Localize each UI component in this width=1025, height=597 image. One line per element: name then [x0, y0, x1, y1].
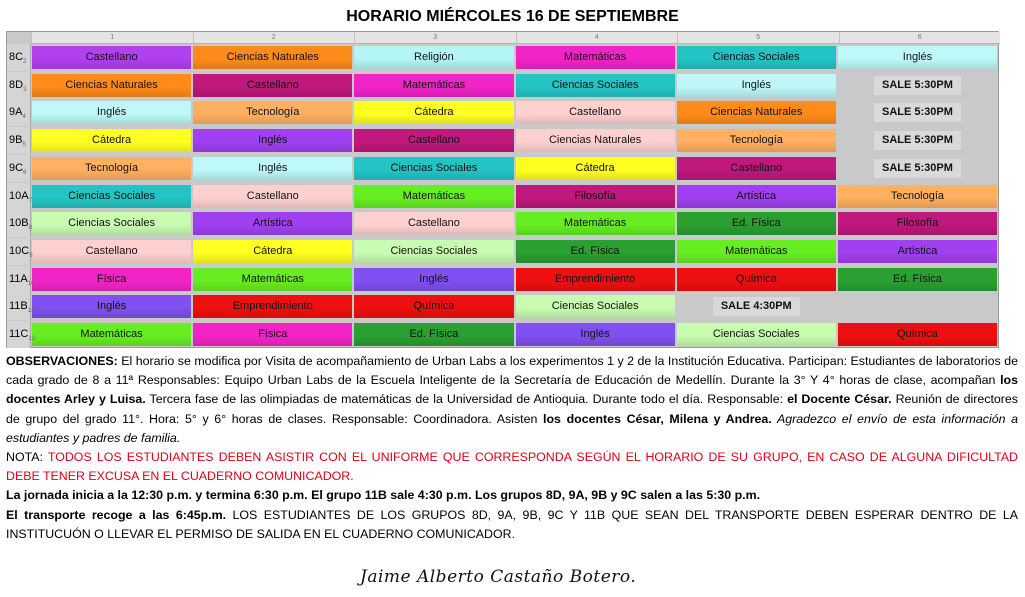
subject-cell: Matemáticas	[677, 240, 836, 263]
subject-cell: Ciencias Sociales	[354, 157, 513, 180]
subject-cell: Ciencias Naturales	[193, 46, 352, 69]
column-number: 1	[31, 32, 193, 43]
subject-cell: Ed. Física	[516, 240, 675, 263]
column-number: 6	[839, 32, 1001, 43]
signature: Jaime Alberto Castaño Botero.	[360, 567, 637, 587]
group-row-number: 12	[28, 336, 36, 343]
subject-cell: Tecnología	[193, 101, 352, 124]
group-name: 10B	[9, 217, 29, 230]
group-row-number: 7	[28, 197, 32, 204]
exit-time-label: SALE 4:30PM	[713, 297, 800, 316]
subject-cell: Emprendimiento	[516, 268, 675, 291]
schedule-row	[7, 210, 998, 237]
subject-cell: Tecnología	[677, 129, 836, 152]
exit-time-label: SALE 5:30PM	[874, 76, 961, 95]
subject-cell: Matemáticas	[516, 46, 675, 69]
group-label	[7, 99, 31, 126]
subject-cell: Castellano	[677, 157, 836, 180]
group-label	[7, 183, 31, 210]
subject-cell: Inglés	[193, 157, 352, 180]
subject-cell: Inglés	[354, 268, 513, 291]
group-name: 8C	[9, 51, 24, 63]
group-row-number: 2	[23, 59, 27, 66]
group-row-number: 3	[23, 86, 27, 93]
jornada-paragraph: La jornada inicia a la 12:30 p.m. y termina 6:30 p.m. El grupo 11B sale 4:30 p.m. Los grupos 8D, 9A, 9B y 9C salen a las 5:30 p.m.	[6, 488, 761, 503]
subject-cell: Química	[838, 323, 997, 346]
group-name: 11A	[9, 272, 28, 285]
group-label	[7, 155, 31, 182]
subject-cell: Química	[677, 268, 836, 291]
column-numbers	[31, 32, 1000, 44]
subject-cell: Matemáticas	[354, 185, 513, 208]
schedule-row	[7, 155, 998, 182]
group-label	[7, 293, 34, 320]
subject-cell: Ciencias Sociales	[516, 74, 675, 97]
subject-cell: Matemáticas	[354, 74, 513, 97]
subject-cell: Ciencias Sociales	[677, 46, 836, 69]
column-number: 2	[193, 32, 355, 43]
schedule-row	[7, 293, 998, 320]
group-name: 11B	[9, 300, 28, 313]
schedule-grid	[6, 31, 999, 348]
subject-cell: Matemáticas	[193, 268, 352, 291]
page-title: HORARIO MIÉRCOLES 16 DE SEPTIEMBRE	[346, 8, 679, 25]
subject-cell: Emprendimiento	[193, 295, 352, 318]
subject-cell: Ed. Física	[354, 323, 513, 346]
subject-cell: Ciencias Sociales	[677, 323, 836, 346]
exit-time-cell	[838, 295, 997, 318]
exit-time-label: SALE 5:30PM	[874, 131, 961, 150]
subject-cell: Inglés	[193, 129, 352, 152]
subject-cell: Cátedra	[516, 157, 675, 180]
subject-cell: Artística	[838, 240, 997, 263]
subject-cell: Matemáticas	[516, 212, 675, 235]
observations-bold: los docentes César, Milena y Andrea.	[543, 411, 772, 426]
transporte-bold: El transporte recoge a las 6:45p.m.	[6, 507, 227, 522]
group-name: 8D	[9, 78, 24, 91]
subject-cell: Castellano	[32, 240, 191, 263]
subject-cell: Artística	[193, 212, 352, 235]
subject-cell: Filosofía	[838, 212, 997, 235]
schedule-row	[7, 321, 998, 348]
subject-cell: Tecnología	[838, 185, 997, 208]
schedule-row	[7, 183, 998, 210]
observations-text: El horario se modifica por Visita de acompañamiento de Urban Labs a los experimentos 1 y 2 de la Institución Educativa. Participan: Estudiantes de laboratorios de cada grado de 8 a 11ª Responsables: Equipo Urban Labs de la Escuela Inteligente de la Secretaría de Educación de Medellín. Durante la 3° Y 4° horas de clase, acompañan	[6, 354, 1018, 388]
group-row-number: 5	[22, 142, 26, 149]
subject-cell: Artística	[677, 185, 836, 208]
observations-italic: Agradezco el envío de esta información a estudiantes y padres de familia.	[6, 411, 1018, 445]
subject-cell: Castellano	[193, 185, 352, 208]
observations	[6, 352, 1018, 544]
schedule-row	[7, 266, 998, 293]
exit-time-cell	[677, 295, 836, 318]
group-label	[7, 72, 31, 99]
subject-cell: Ciencias Sociales	[516, 295, 675, 318]
group-row-number: 11	[27, 308, 34, 315]
group-label	[7, 238, 31, 265]
subject-cell: Ed. Física	[677, 212, 836, 235]
subject-cell: Inglés	[32, 295, 191, 318]
subject-cell: Castellano	[193, 74, 352, 97]
nota-label: NOTA:	[6, 450, 48, 465]
subject-cell: Cátedra	[193, 240, 352, 263]
exit-time-cell	[838, 129, 997, 152]
subject-cell: Castellano	[354, 212, 513, 235]
subject-cell: Ciencias Naturales	[516, 129, 675, 152]
nota-text: TODOS LOS ESTUDIANTES DEBEN ASISTIR CON EL UNIFORME QUE CORRESPONDA SEGÚN EL HORARIO DE SU GRUPO, EN CASO DE ALGUNA DIFICULTAD DEBE TENER EXCUSA EN EL CUADERNO COMUNICADOR.	[6, 450, 1018, 484]
subject-cell: Filosofía	[516, 185, 675, 208]
group-name: 9C	[9, 161, 24, 174]
observations-bold: los docentes Arley y Luisa.	[6, 373, 1018, 407]
column-number: 3	[354, 32, 516, 43]
subject-cell: Inglés	[516, 323, 675, 346]
subject-cell: Ciencias Sociales	[32, 212, 191, 235]
group-name: 9A	[9, 106, 23, 119]
group-row-number: 4	[22, 114, 26, 121]
group-name: 10A	[9, 189, 29, 202]
column-number: 5	[677, 32, 839, 43]
group-label	[7, 266, 35, 293]
subject-cell: Ed. Física	[838, 268, 997, 291]
exit-time-cell	[838, 157, 997, 180]
nota-paragraph	[6, 448, 1018, 486]
subject-cell: Castellano	[354, 129, 513, 152]
subject-cell: Cátedra	[354, 101, 513, 124]
subject-cell: Inglés	[677, 74, 836, 97]
group-label	[7, 210, 31, 237]
schedule-row	[7, 72, 998, 99]
subject-cell: Cátedra	[32, 129, 191, 152]
subject-cell: Inglés	[838, 46, 997, 69]
group-row-number: 9	[29, 253, 33, 260]
subject-cell: Física	[193, 323, 352, 346]
subject-cell: Castellano	[516, 101, 675, 124]
exit-time-cell	[838, 101, 997, 124]
exit-time-label: SALE 5:30PM	[874, 103, 961, 122]
group-label	[7, 127, 31, 154]
subject-cell: Química	[354, 295, 513, 318]
observations-text: Tercera fase de las olimpiadas de matemáticas de la Universidad de Antioquia. Durante todo el día. Responsable:	[145, 392, 788, 407]
subject-cell: Matemáticas	[32, 323, 191, 346]
transporte-paragraph	[6, 506, 1018, 544]
observations-bold: el Docente César.	[787, 392, 892, 407]
exit-time-label: SALE 5:30PM	[874, 159, 961, 178]
group-label	[7, 44, 31, 71]
subject-cell: Ciencias Sociales	[32, 185, 191, 208]
subject-cell: Religión	[354, 46, 513, 69]
group-row-number: 6	[23, 169, 27, 176]
observations-text: Reunión de directores de grupo del grado 11°. Hora: 5° y 6° horas de clases. Responsable: Coordinadora. Asisten	[6, 392, 1019, 426]
subject-cell: Física	[32, 268, 191, 291]
exit-time-cell	[838, 74, 997, 97]
group-name: 11C	[9, 328, 29, 340]
subject-cell: Ciencias Naturales	[677, 101, 836, 124]
schedule-row	[7, 127, 998, 154]
group-name: 10C	[9, 244, 30, 257]
group-row-number: 8	[28, 225, 32, 232]
subject-cell: Tecnología	[32, 157, 191, 180]
observations-paragraph	[6, 352, 1018, 448]
subject-cell: Ciencias Sociales	[354, 240, 513, 263]
schedule-row	[7, 44, 998, 71]
transporte-text: LOS ESTUDIANTES DE LOS GRUPOS 8D, 9A, 9B, 9C Y 11B QUE SEAN DEL TRANSPORTE DEBEN ESPERAR DENTRO DE LA INSTITUCUÓN O LLEVAR EL PERMISO DE SALIDA EN EL CUADERNO COMUNICADOR.	[6, 507, 1018, 541]
subject-cell: Ciencias Naturales	[32, 74, 191, 97]
subject-cell: Inglés	[32, 101, 191, 124]
group-row-number: 10	[27, 280, 35, 287]
schedule-row	[7, 99, 998, 126]
group-name: 9B	[9, 134, 23, 147]
observations-label: OBSERVACIONES:	[6, 354, 118, 368]
subject-cell: Castellano	[32, 46, 191, 69]
group-label	[7, 321, 36, 348]
column-number: 4	[516, 32, 678, 43]
schedule-row	[7, 238, 998, 265]
